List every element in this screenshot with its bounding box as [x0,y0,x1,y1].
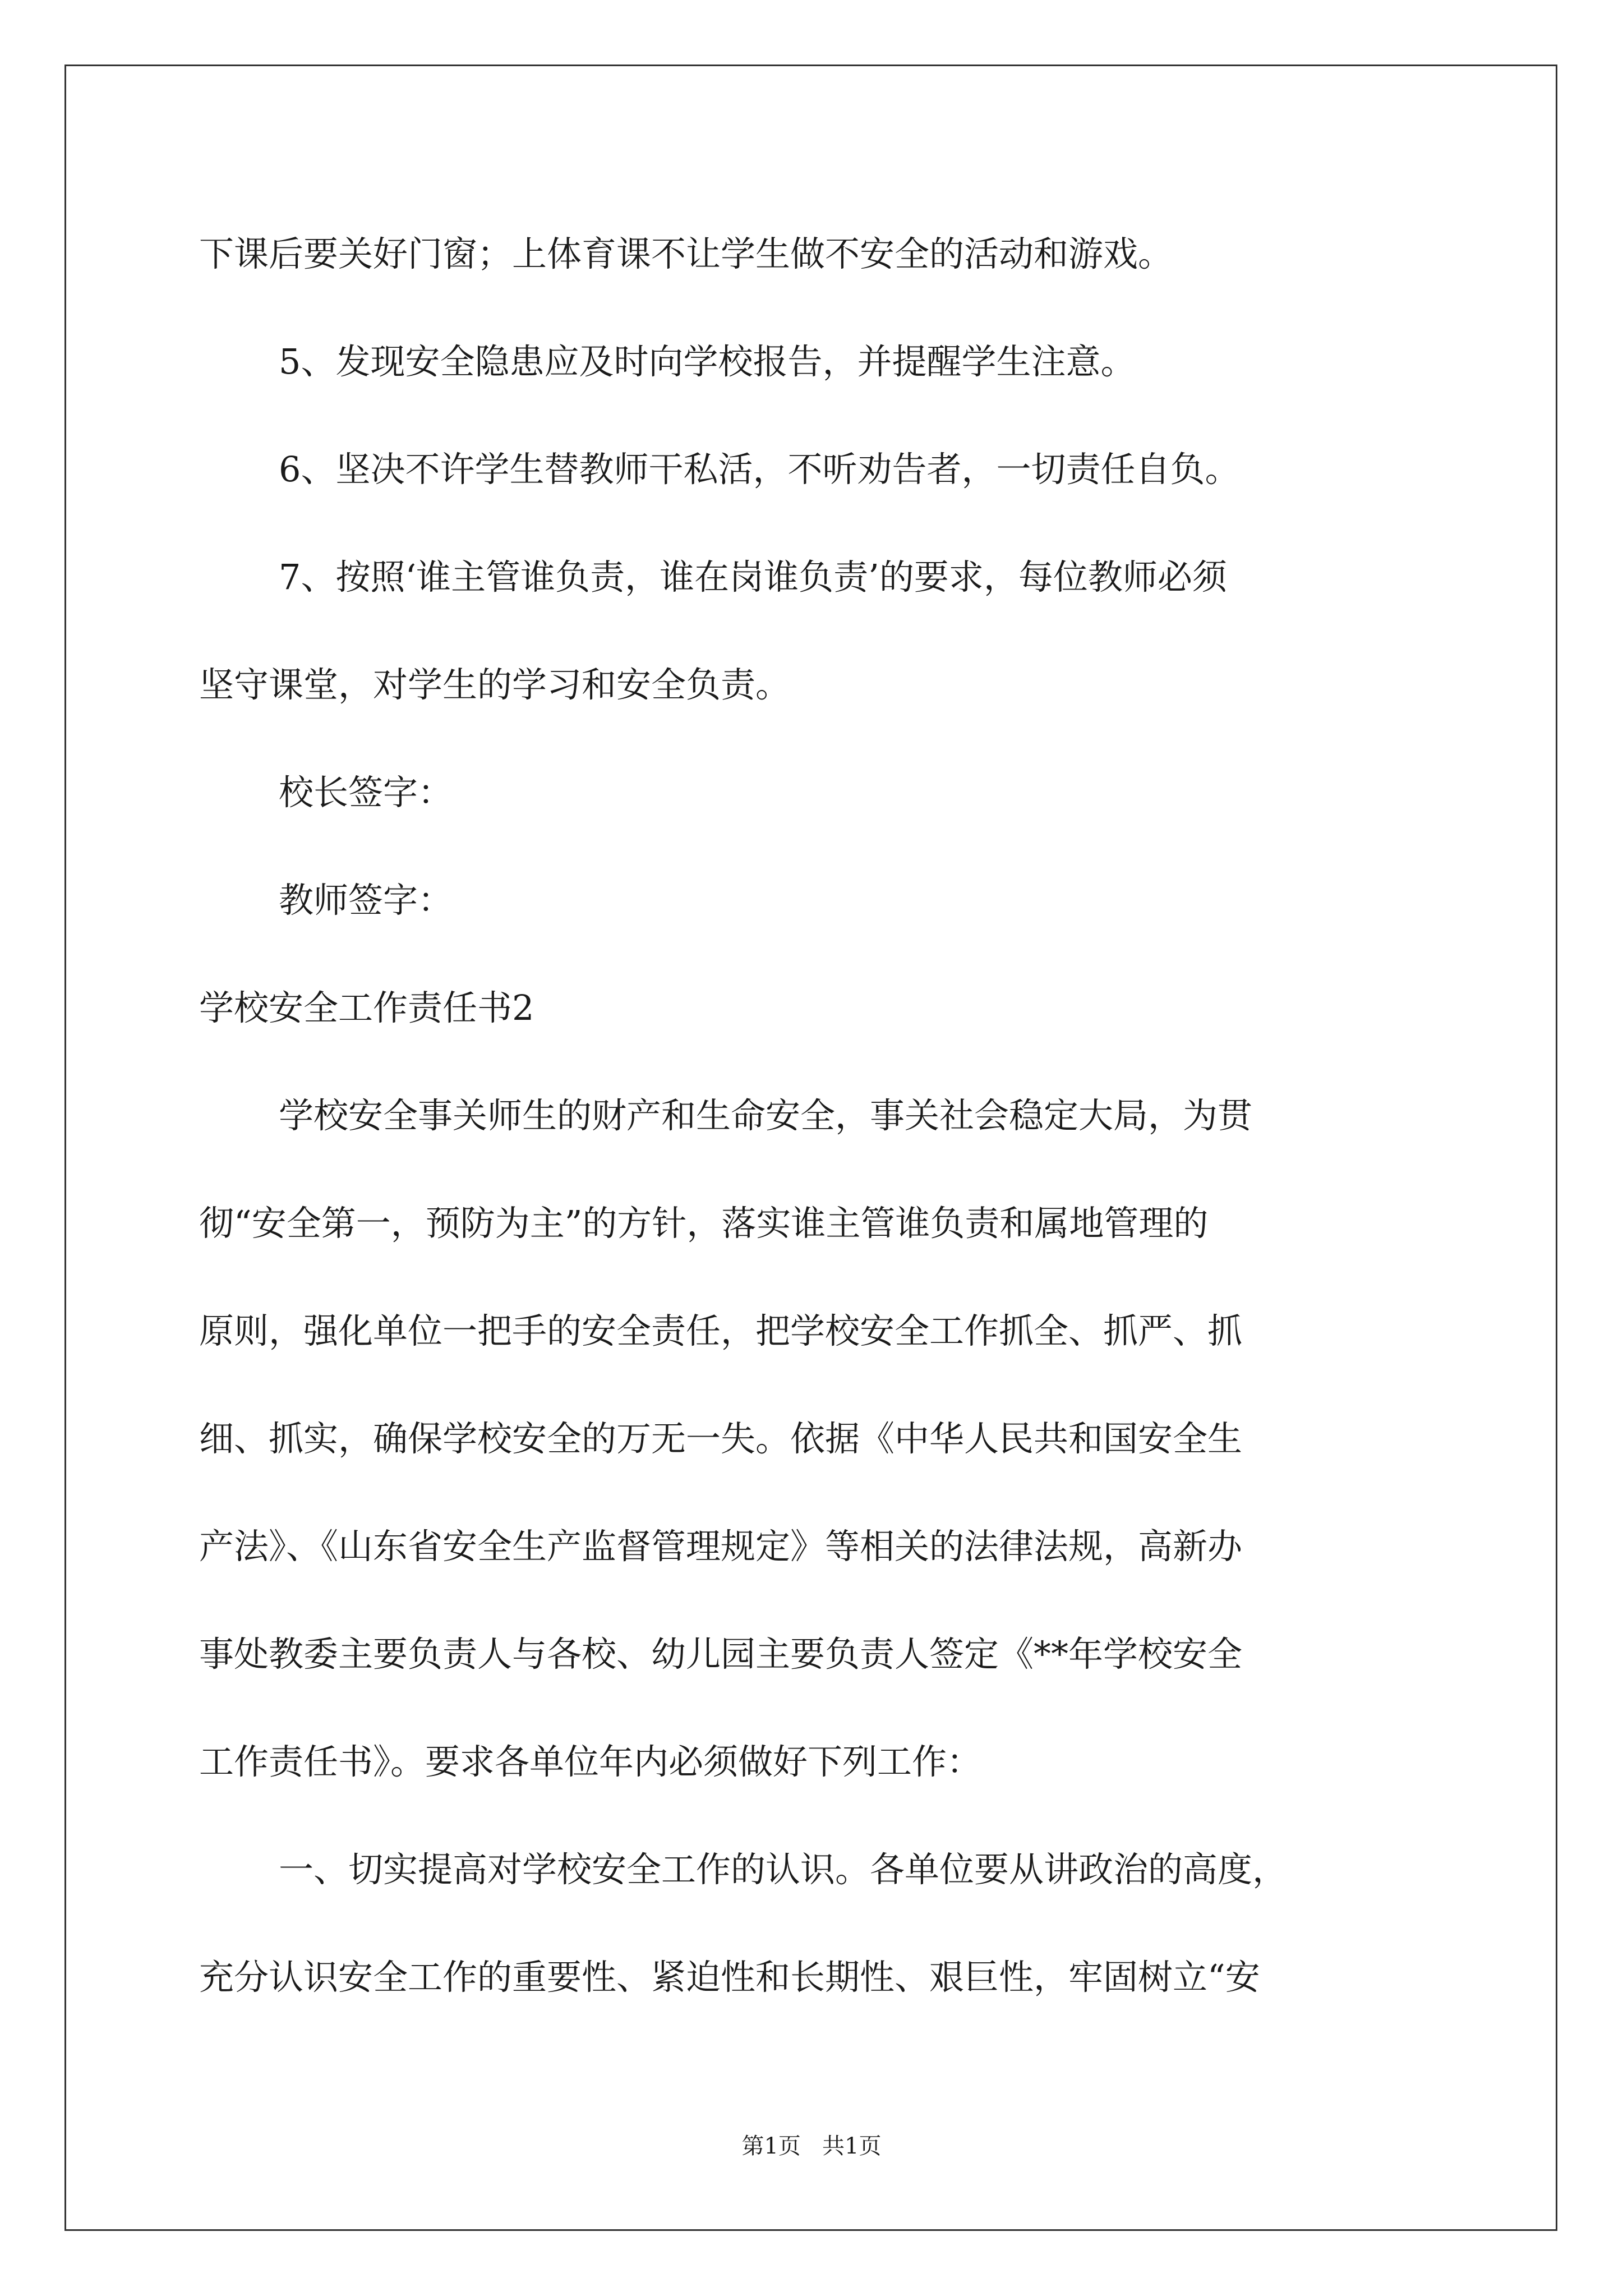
text-line: 5、发现安全隐患应及时向学校报告，并提醒学生注意。 [279,341,1136,382]
text-line: 工作责任书》。要求各单位年内必须做好下列工作： [199,1741,982,1782]
text-line: 一、切实提高对学校安全工作的认识。各单位要从讲政治的高度， [279,1849,1288,1890]
text-line: 6、坚决不许学生替教师干私活，不听劝告者，一切责任自负。 [279,449,1240,490]
text-line: 产法》、《山东省安全生产监督管理规定》等相关的法律法规，高新办 [199,1526,1243,1567]
text-line: 学校安全事关师生的财产和生命安全，事关社会稳定大局，为贯 [279,1095,1253,1136]
text-line: 事处教委主要负责人与各校、幼儿园主要负责人签定《**年学校安全 [199,1634,1243,1674]
text-line: 原则，强化单位一把手的安全责任，把学校安全工作抓全、抓严、抓 [199,1310,1243,1351]
page-footer: 第1页 共1页 [741,2133,882,2159]
text-line: 坚守课堂，对学生的学习和安全负责。 [199,664,791,705]
teacher-signature-label: 教师签字： [279,880,453,921]
text-line: 充分认识安全工作的重要性、紧迫性和长期性、艰巨性，牢固树立“安 [199,1957,1260,1998]
page-border [64,65,1557,2231]
text-line: 7、按照‘谁主管谁负责，谁在岗谁负责’的要求，每位教师必须 [279,556,1227,597]
text-line: 彻“安全第一，预防为主”的方针，落实谁主管谁负责和属地管理的 [199,1203,1209,1244]
text-line: 下课后要关好门窗；上体育课不让学生做不安全的活动和游戏。 [199,233,1173,274]
text-line: 细、抓实，确保学校安全的万无一失。依据《中华人民共和国安全生 [199,1418,1243,1459]
principal-signature-label: 校长签字： [279,772,453,813]
section-heading: 学校安全工作责任书2 [199,987,534,1028]
